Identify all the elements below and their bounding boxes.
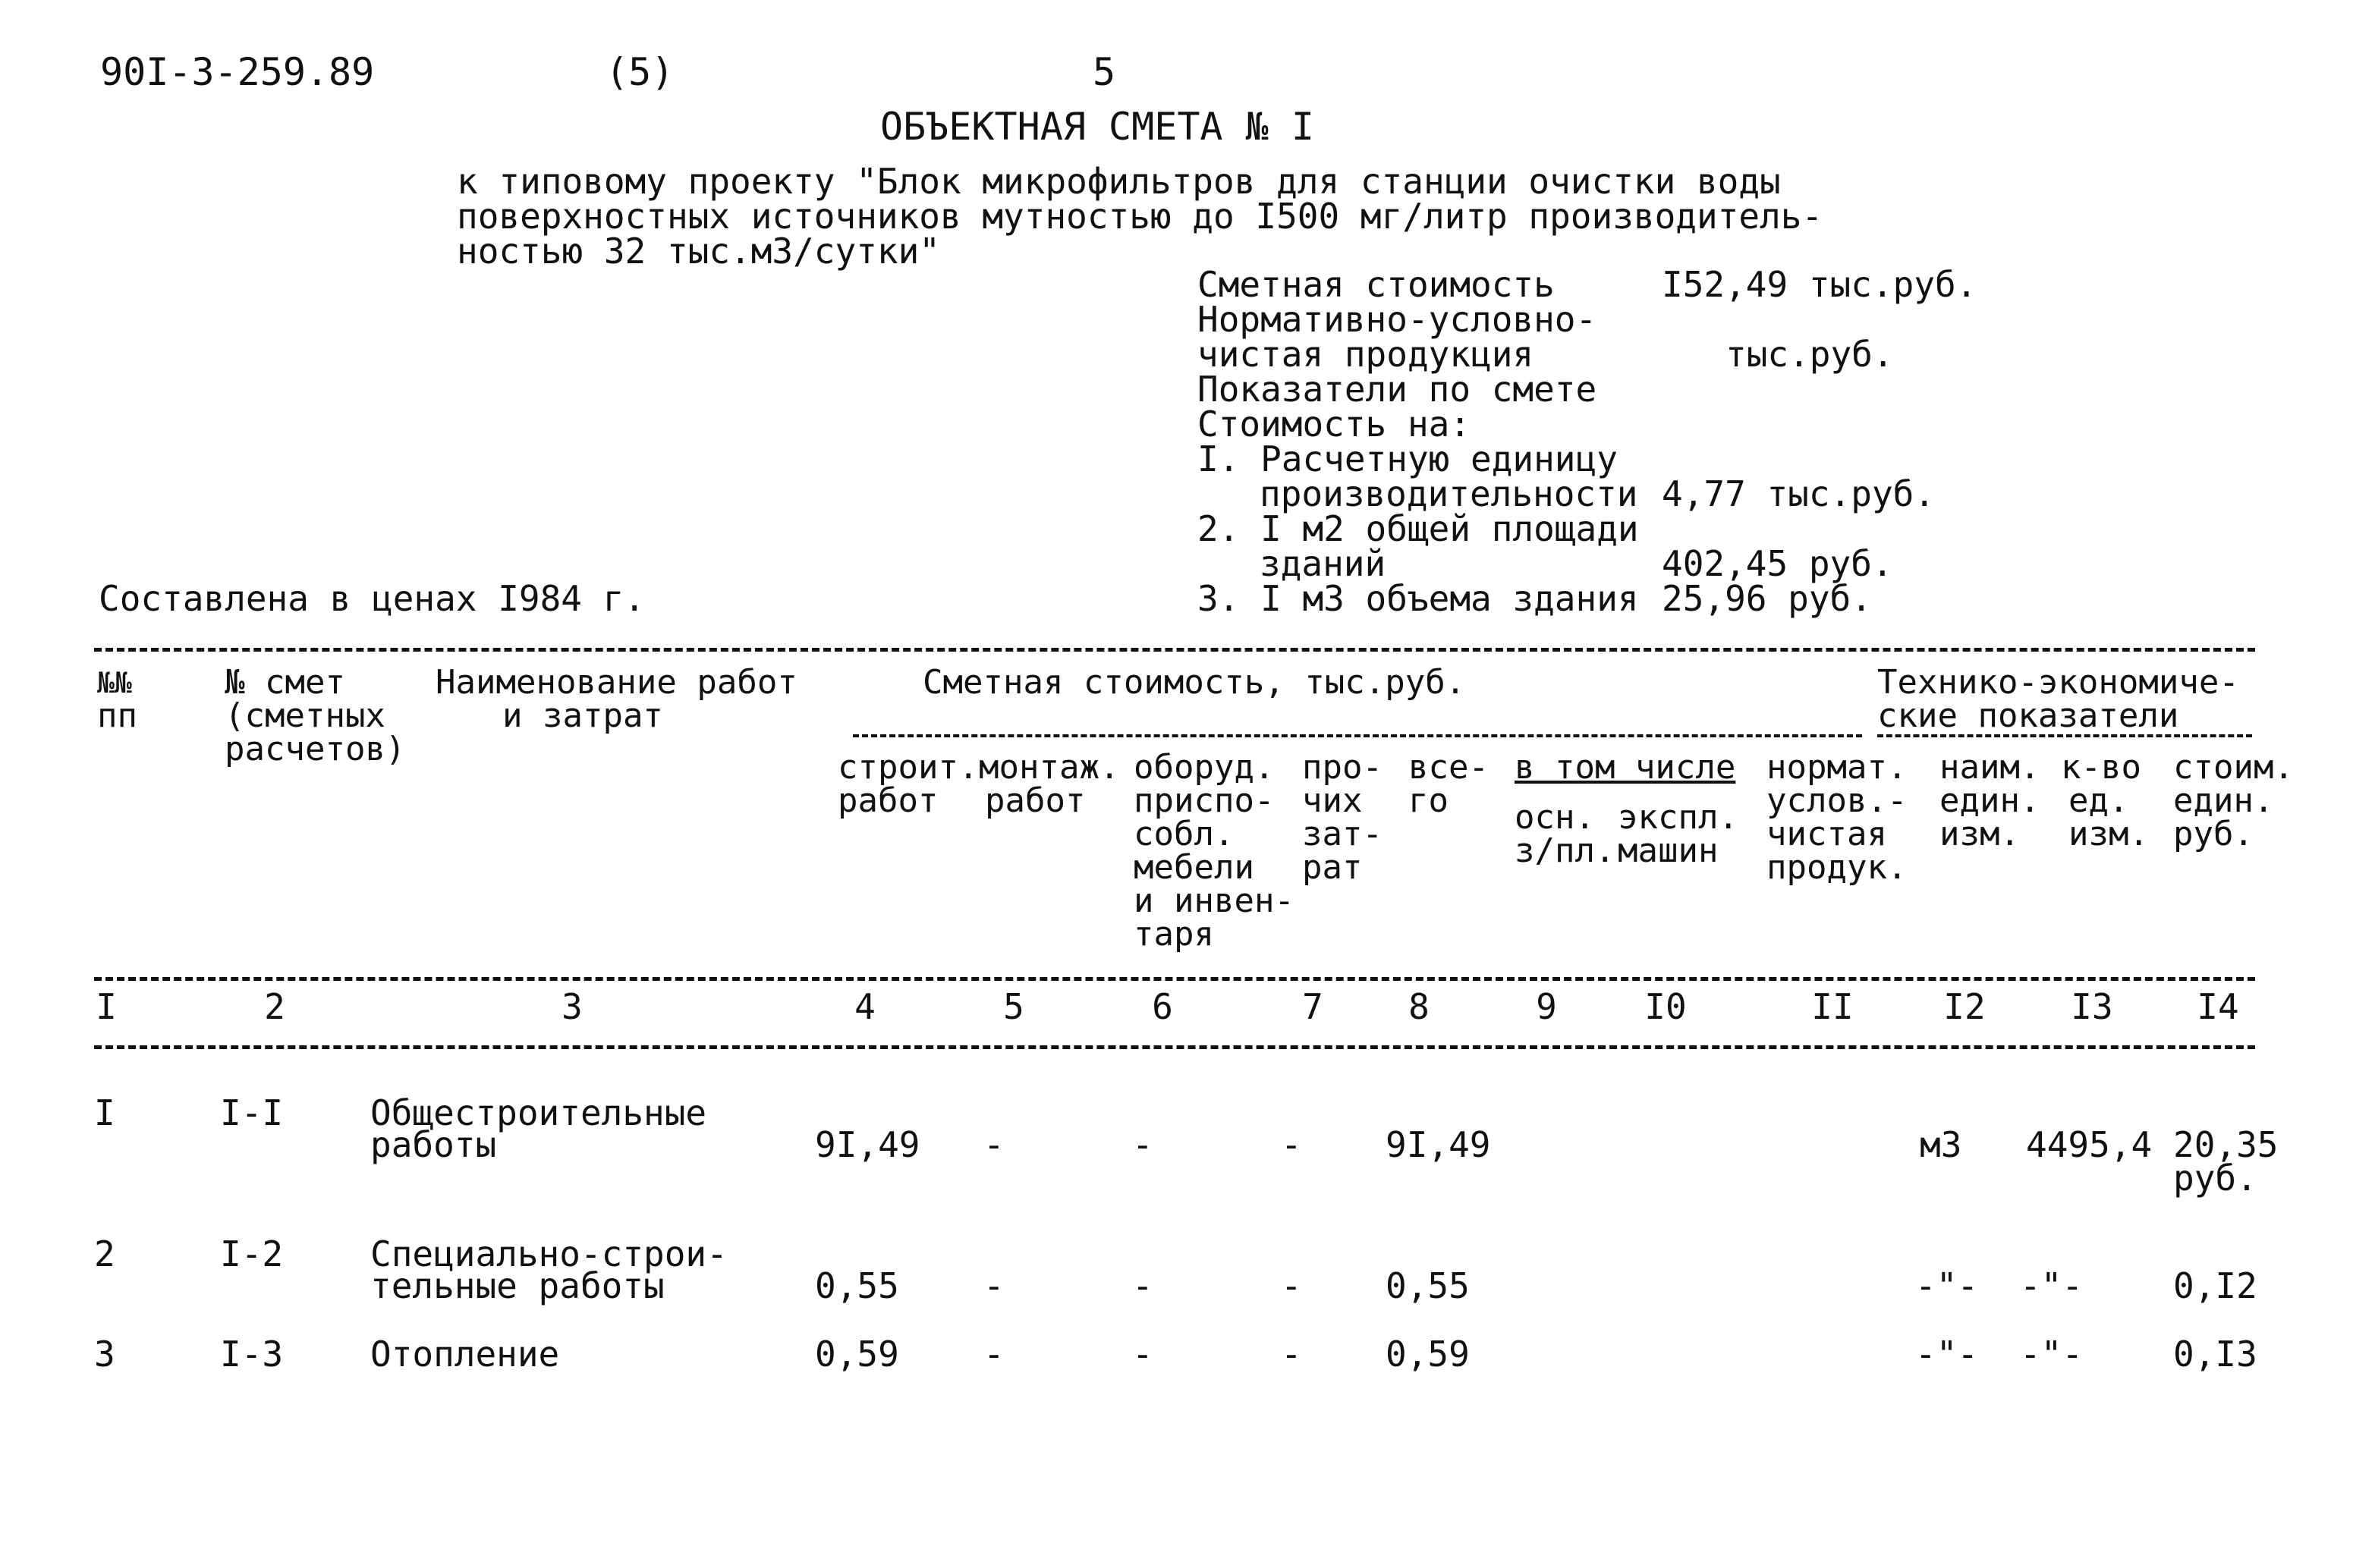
header-other: чих [1302,781,1363,820]
header-estimate-no: № смет [225,663,345,702]
row-other: - [1281,1124,1302,1165]
header-unit-cost: стоим. [2173,748,2294,787]
row-quantity: 4495,4 [2026,1124,2153,1165]
header-net-output: продук. [1766,848,1908,887]
estimated-cost-value: I52,49 тыс.руб. [1662,264,1977,305]
header-other: зат- [1302,815,1383,853]
column-numbers-rule [94,1045,2255,1049]
header-including: в том числе [1515,748,1736,787]
header-equipment: мебели [1134,848,1254,887]
row-work-name: Отопление [370,1334,560,1375]
cost-for-label: Стоимость на: [1197,404,1471,445]
header-quantity: к-во [2061,748,2141,787]
column-number: 7 [1302,986,1323,1027]
row-unit-cost: 20,35 [2173,1124,2279,1165]
header-equipment: и инвен- [1134,881,1294,920]
column-number: 5 [1003,986,1024,1027]
header-unit: изм. [1939,815,2020,853]
row-other: - [1281,1265,1302,1306]
row-number: 3 [94,1334,115,1375]
header-net-output: чистая [1766,815,1887,853]
column-number: 2 [264,986,285,1027]
row-work-name: Общестроительные [370,1092,707,1133]
row-equipment: - [1132,1124,1153,1165]
row-total: 0,55 [1386,1265,1470,1306]
project-line: ностью 32 тыс.м3/сутки" [457,231,940,272]
header-estimate-no: (сметных [225,696,385,735]
row-construction: 9I,49 [815,1124,920,1165]
tech-group-rule [1877,734,2252,737]
row-other: - [1281,1334,1302,1375]
document-code: 90I-3-259.89 [100,50,375,94]
row-equipment: - [1132,1265,1153,1306]
header-unit: един. [1939,781,2040,820]
row-unit-cost: руб. [2173,1158,2257,1199]
cost-group-rule [853,734,1862,737]
project-line: к типовому проекту "Блок микрофильтров для станции очистки воды [457,161,1781,202]
row-estimate-no: I-3 [220,1334,284,1375]
indicator-3-label: 3. I м3 объема здания [1197,578,1639,619]
header-construction: работ [838,781,939,820]
header-cost-group: Сметная стоимость, тыс.руб. [923,663,1466,702]
header-machine-operation: экспл. [1618,798,1738,837]
column-number: II [1811,986,1854,1027]
header-tech-group: Технико-экономиче- [1877,663,2239,702]
column-number: I0 [1644,986,1687,1027]
header-total: го [1408,781,1449,820]
indicators-label: Показатели по смете [1197,369,1597,410]
net-output-label: чистая продукция [1197,334,1534,375]
column-number: 3 [562,986,583,1027]
indicator-1-label: производительности [1260,473,1638,514]
sheet-reference: (5) [606,50,675,94]
header-machine-operation: машин [1618,831,1719,870]
header-base-salary: з/пл. [1515,831,1615,870]
indicator-1-label: I. Расчетную единицу [1197,438,1618,479]
header-work-name: и затрат [502,696,663,735]
row-estimate-no: I-2 [220,1233,284,1274]
row-unit: -"- [1915,1334,1979,1375]
header-net-output: услов.- [1766,781,1908,820]
page-number: 5 [1093,50,1116,94]
column-number: 9 [1536,986,1557,1027]
header-construction: строит. [838,748,979,787]
row-number: 2 [94,1233,115,1274]
row-number: I [94,1092,115,1133]
header-estimate-no: расчетов) [225,730,406,768]
row-work-name: Специально-строи- [370,1233,728,1274]
header-equipment: приспо- [1134,781,1275,820]
row-equipment: - [1132,1334,1153,1375]
indicator-2-label: зданий [1260,543,1386,584]
header-other: рат [1302,848,1363,887]
indicator-1-value: 4,77 тыс.руб. [1662,473,1936,514]
column-number: I4 [2197,986,2239,1027]
indicator-3-value: 25,96 руб. [1662,578,1872,619]
row-unit: м3 [1920,1124,1962,1165]
project-line: поверхностных источников мутностью до I500 мг/литр производитель- [457,196,1823,237]
row-installation: - [983,1334,1005,1375]
column-number: I3 [2071,986,2113,1027]
header-equipment: собл. [1134,815,1235,853]
header-unit-cost: един. [2173,781,2274,820]
row-work-name: тельные работы [370,1265,665,1306]
header-number: №№ [97,666,132,699]
header-installation: монтаж. [979,748,1120,787]
row-unit-cost: 0,I2 [2173,1265,2257,1306]
header-tech-group: ские показатели [1877,696,2179,735]
column-number: I2 [1943,986,1986,1027]
header-other: про- [1302,748,1383,787]
document-title: ОБЪЕКТНАЯ СМЕТА № I [880,105,1314,149]
estimated-cost-label: Сметная стоимость [1197,264,1555,305]
row-estimate-no: I-I [220,1092,284,1133]
row-work-name: работы [370,1124,497,1165]
header-quantity: изм. [2068,815,2149,853]
header-bottom-rule [94,977,2255,981]
row-quantity: -"- [2020,1265,2084,1306]
row-installation: - [983,1265,1005,1306]
row-total: 9I,49 [1386,1124,1491,1165]
column-number: 4 [854,986,876,1027]
header-base-salary: осн. [1515,798,1595,837]
column-number: I [96,986,117,1027]
header-unit: наим. [1939,748,2040,787]
prices-note: Составлена в ценах I984 г. [99,578,646,619]
header-unit-cost: руб. [2173,815,2254,853]
column-number: 6 [1152,986,1173,1027]
row-unit-cost: 0,I3 [2173,1334,2257,1375]
header-net-output: нормат. [1766,748,1908,787]
row-construction: 0,59 [815,1334,899,1375]
indicator-2-label: 2. I м2 общей площади [1197,508,1639,549]
header-quantity: ед. [2068,781,2129,820]
net-output-unit: тыс.руб. [1725,334,1894,375]
column-number: 8 [1408,986,1430,1027]
header-work-name: Наименование работ [436,663,797,702]
net-output-label: Нормативно-условно- [1197,299,1597,340]
row-installation: - [983,1124,1005,1165]
header-number: пп [97,696,137,735]
header-total: все- [1408,748,1489,787]
header-equipment: оборуд. [1134,748,1275,787]
row-construction: 0,55 [815,1265,899,1306]
table-top-rule [94,648,2255,652]
row-quantity: -"- [2020,1334,2084,1375]
indicator-2-value: 402,45 руб. [1662,543,1893,584]
row-unit: -"- [1915,1265,1979,1306]
row-total: 0,59 [1386,1334,1470,1375]
header-installation: работ [985,781,1086,820]
header-equipment: таря [1134,915,1214,954]
